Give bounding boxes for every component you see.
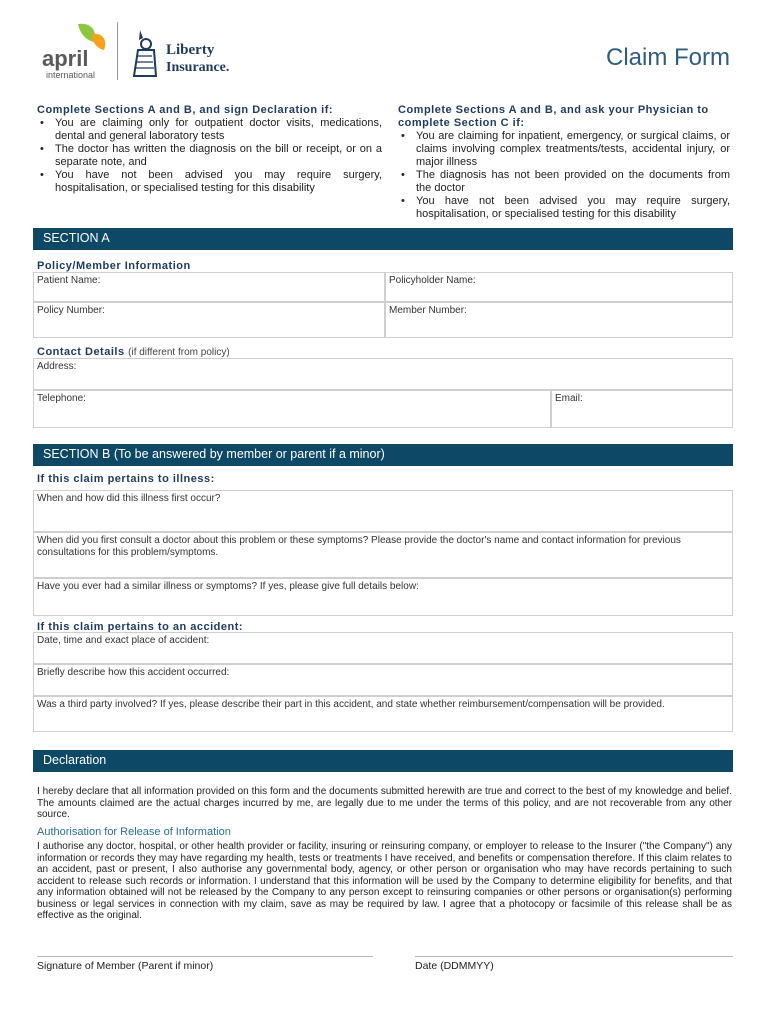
intro-right-heading: Complete Sections A and B, and ask your Physician to complete Section C if: xyxy=(398,104,709,129)
authorisation-heading: Authorisation for Release of Information xyxy=(37,826,231,838)
policy-number-field[interactable] xyxy=(33,302,385,338)
contact-details-note: (if different from policy) xyxy=(128,347,230,358)
accident-description-field[interactable] xyxy=(33,664,733,696)
page-title: Claim Form xyxy=(606,44,730,71)
intro-right xyxy=(398,104,730,221)
date-label: Date (DDMMYY) xyxy=(415,960,494,972)
april-wordmark: april xyxy=(42,46,89,71)
accident-date-place-field[interactable] xyxy=(33,632,733,664)
member-number-label: Member Number: xyxy=(389,305,467,316)
contact-details-heading xyxy=(37,346,230,358)
illness-first-occur-field[interactable] xyxy=(33,490,733,532)
policy-info-heading: Policy/Member Information xyxy=(37,260,191,272)
list-item: • You are claiming for inpatient, emergency, or surgical claims, or claims involving complex treatments/tests, accidental injury, or major illness xyxy=(398,130,730,169)
policyholder-name-label: Policyholder Name: xyxy=(389,275,476,286)
statue-of-liberty-icon xyxy=(126,28,162,78)
liberty-wordmark-line1: Liberty xyxy=(166,42,215,58)
list-item: • You have not been advised you may require surgery, hospitalisation, or specialised testing for this disability xyxy=(398,195,730,221)
address-label: Address: xyxy=(37,361,77,372)
contact-details-title: Contact Details xyxy=(37,346,125,358)
policy-number-label: Policy Number: xyxy=(37,305,105,316)
date-line[interactable] xyxy=(415,956,733,957)
illness-q3-label: Have you ever had a similar illness or symptoms? If yes, please give full details below: xyxy=(37,581,419,592)
first-consult-field[interactable] xyxy=(33,532,733,578)
april-subtitle: international xyxy=(46,70,96,80)
april-logo xyxy=(40,20,120,82)
accident-q3-label: Was a third party involved? If yes, please describe their part in this accident, and state whether reimbursement/compensation will be provided. xyxy=(37,699,665,710)
list-item: • The diagnosis has not been provided on the documents from the doctor xyxy=(398,169,730,195)
liberty-logo xyxy=(126,28,246,80)
similar-illness-field[interactable] xyxy=(33,578,733,616)
telephone-label: Telephone: xyxy=(37,393,86,404)
intro-right-list xyxy=(398,130,730,221)
authorisation-text: I authorise any doctor, hospital, or other health provider or facility, insuring or reinsuring company, or employer to release to the Insurer ("the Company") any information or records they may have regarding my health, tests or treatments I have received, and benefits or compensation therefore. If this claim relates to an accident, past or present, I also authorise any governmental body, agency, or other person or organisation who may have records pertaining to such accident to release such records or information. I understand that this information will be used by the Company to determine eligibility for benefits, and that any information obtained will not be released by the Company to any person except to reinsuring companies or other persons or organisation(s) performing business or legal services in connection with my claim, save as may be required by law. I agree that a photocopy or facsimile of this release shall be as effective as the original. xyxy=(37,841,732,921)
email-field[interactable] xyxy=(551,390,733,428)
illness-heading: If this claim pertains to illness: xyxy=(37,473,215,485)
email-label: Email: xyxy=(555,393,583,404)
policyholder-name-field[interactable] xyxy=(385,272,733,302)
accident-q1-label: Date, time and exact place of accident: xyxy=(37,635,210,646)
illness-q2-label: When did you first consult a doctor about this problem or these symptoms? Please provide the doctor's name and contact information for previous consultations for this problem/symptoms. xyxy=(37,535,681,558)
list-item: • You have not been advised you may require surgery, hospitalisation, or specialised testing for this disability xyxy=(37,169,382,195)
address-field[interactable] xyxy=(33,358,733,390)
section-a-header: SECTION A xyxy=(33,228,733,250)
intro-left-list xyxy=(37,117,382,195)
illness-q1-label: When and how did this illness first occur? xyxy=(37,493,221,504)
accident-heading: If this claim pertains to an accident: xyxy=(37,621,244,633)
signature-line[interactable] xyxy=(37,956,373,957)
patient-name-field[interactable] xyxy=(33,272,385,302)
telephone-field[interactable] xyxy=(33,390,551,428)
liberty-wordmark-line2: Insurance. xyxy=(166,60,230,75)
intro-left-heading: Complete Sections A and B, and sign Declaration if: xyxy=(37,104,334,116)
section-b-header: SECTION B (To be answered by member or parent if a minor) xyxy=(33,444,733,466)
accident-q2-label: Briefly describe how this accident occurred: xyxy=(37,667,230,678)
third-party-field[interactable] xyxy=(33,696,733,732)
list-item: • You are claiming only for outpatient doctor visits, medications, dental and general laboratory tests xyxy=(37,117,382,143)
patient-name-label: Patient Name: xyxy=(37,275,101,286)
intro-left xyxy=(37,104,382,195)
header xyxy=(0,0,770,90)
declaration-text: I hereby declare that all information provided on this form and the documents submitted herewith are true and correct to the best of my knowledge and belief. The amounts claimed are the actual charges incurred by me, are legally due to me under the terms of this policy, and are not recoverable from any other source. xyxy=(37,786,732,820)
member-number-field[interactable] xyxy=(385,302,733,338)
list-item: • The doctor has written the diagnosis on the bill or receipt, or on a separate note, and xyxy=(37,143,382,169)
declaration-header: Declaration xyxy=(33,750,733,772)
logo-separator xyxy=(117,22,118,80)
signature-label: Signature of Member (Parent if minor) xyxy=(37,960,214,972)
